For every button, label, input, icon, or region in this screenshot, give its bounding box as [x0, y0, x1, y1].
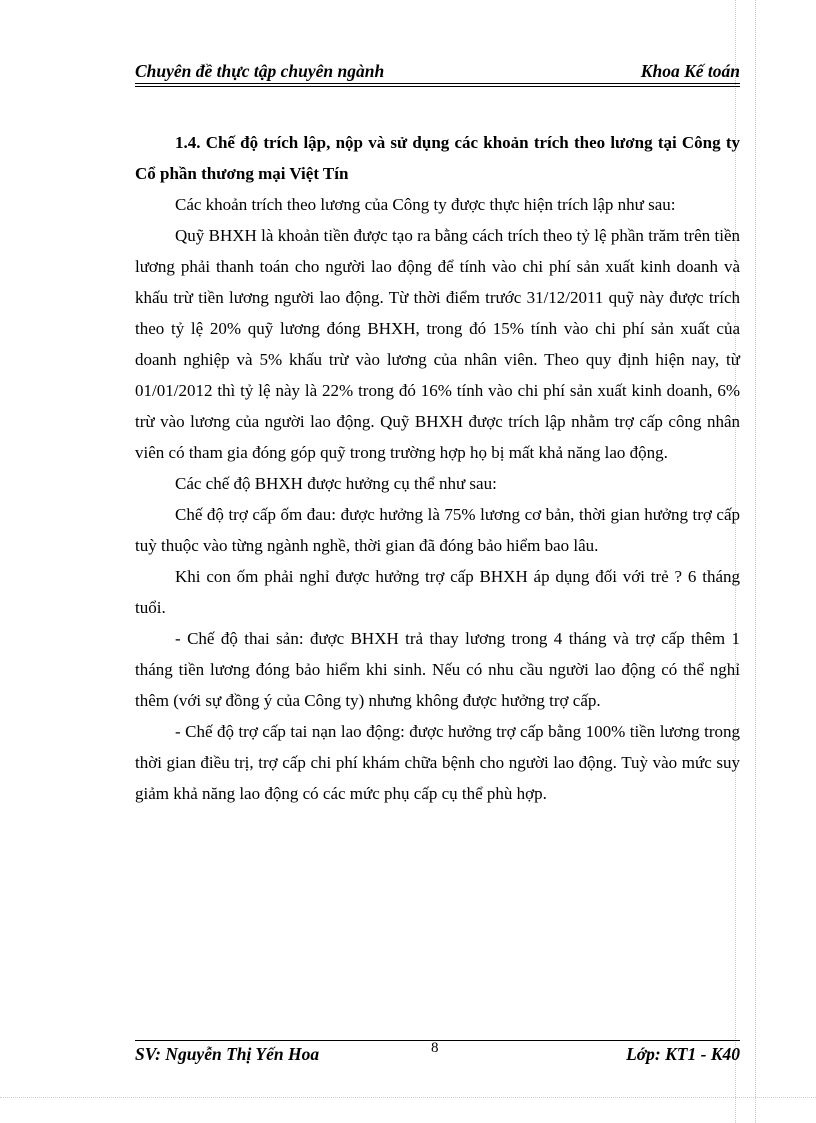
footer-class: Lớp: KT1 - K40 [626, 1044, 740, 1064]
frame-line-right-outer [755, 0, 756, 1123]
header-department: Khoa Kế toán [640, 61, 740, 81]
paragraph: - Chế độ thai sản: được BHXH trả thay lương trong 4 tháng và trợ cấp thêm 1 tháng tiền lương đóng bảo hiểm khi sinh. Nếu có nhu cầu người lao động có thể nghỉ thêm (với sự đồng ý của Công ty) nhưng không được hưởng trợ cấp. [135, 629, 740, 710]
header-rule-bottom [135, 86, 740, 87]
paragraph: Khi con ốm phải nghỉ được hưởng trợ cấp BHXH áp dụng đối với trẻ ? 6 tháng tuổi. [135, 567, 740, 617]
paragraph: Quỹ BHXH là khoản tiền được tạo ra bằng cách trích theo tỷ lệ phần trăm trên tiền lương phải thanh toán cho người lao động để tính vào chi phí sản xuất kinh doanh và khấu trừ tiền lương người lao động. Từ thời điểm trước 31/12/2011 quỹ này được trích theo tỷ lệ 20% quỹ lương đóng BHXH, trong đó 15% tính vào chi phí sản xuất của doanh nghiệp và 5% khấu trừ vào lương của nhân viên. Theo quy định hiện nay, từ 01/01/2012 thì tỷ lệ này là 22% trong đó 16% tính vào chi phí sản xuất kinh doanh, 6% trừ vào lương của người lao động. Quỹ BHXH được trích lập nhằm trợ cấp công nhân viên có tham gia đóng góp quỹ trong trường hợp họ bị mất khả năng lao động. [135, 226, 740, 462]
page-footer [135, 1040, 740, 1070]
paragraph: Các khoản trích theo lương của Công ty được thực hiện trích lập như sau: [175, 195, 676, 214]
section-heading: 1.4. Chế độ trích lập, nộp và sử dụng các khoản trích theo lương tại Công ty Cổ phần thương mại Việt Tín [135, 133, 740, 183]
header-rule-top [135, 83, 740, 84]
document-body [135, 127, 740, 809]
paragraph: - Chế độ trợ cấp tai nạn lao động: được hưởng trợ cấp bằng 100% tiền lương trong thời gian điều trị, trợ cấp chi phí khám chữa bệnh cho người lao động. Tuỳ vào mức suy giảm khả năng lao động có các mức phụ cấp cụ thể phù hợp. [135, 722, 740, 803]
footer-student-name: SV: Nguyễn Thị Yến Hoa [135, 1044, 320, 1064]
header-title: Chuyên đề thực tập chuyên ngành [135, 61, 385, 81]
paragraph: Các chế độ BHXH được hưởng cụ thể như sau: [175, 474, 497, 493]
paragraph: Chế độ trợ cấp ốm đau: được hưởng là 75% lương cơ bản, thời gian hưởng trợ cấp tuỳ thuộc vào từng ngành nghề, thời gian đã đóng bảo hiểm bao lâu. [135, 505, 740, 555]
page-number: 8 [431, 1040, 439, 1056]
frame-line-bottom [0, 1097, 816, 1098]
page-header [135, 56, 740, 82]
